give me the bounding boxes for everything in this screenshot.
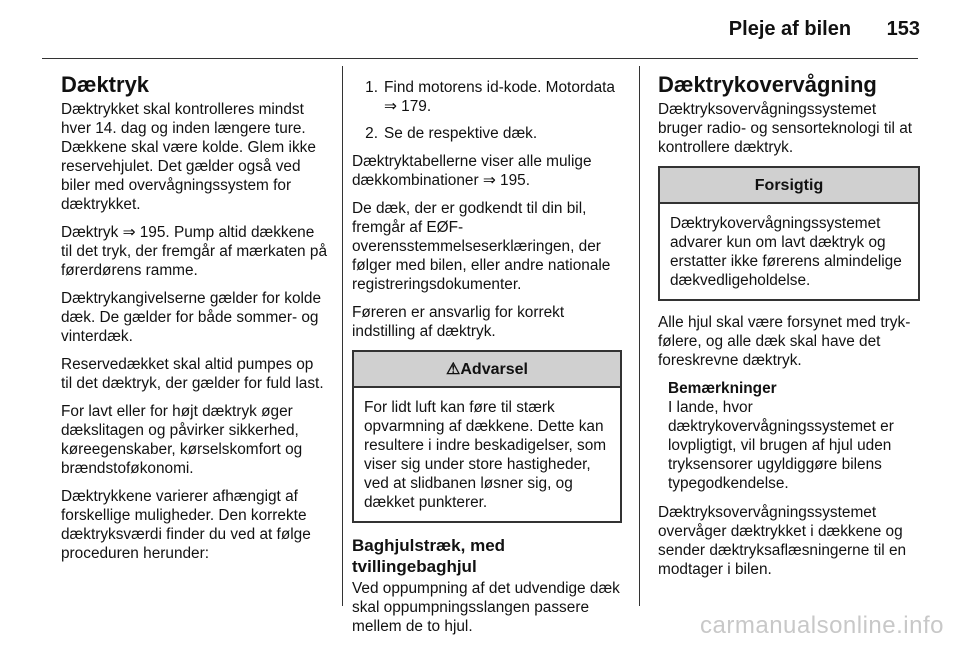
paragraph: Dæktryksovervågningssystemet bruger radio- og sensorteknologi til at kontrollere dæktryk.: [658, 101, 913, 156]
page-number: 153: [886, 18, 920, 40]
procedure-list: [352, 78, 622, 143]
warning-title: ⚠Advarsel: [354, 352, 620, 388]
paragraph: Føreren er ansvarlig for korrekt indstilling af dæktryk.: [352, 304, 565, 340]
watermark: carmanualsonline.info: [700, 612, 944, 639]
note-title: Bemærkninger: [668, 380, 777, 397]
paragraph: Dæktryk ⇒ 195. Pump altid dækkene til det tryk, der fremgår af mærkaten på førerdørens ramme.: [61, 224, 328, 279]
paragraph: Dæktrykkene varierer afhængigt af forskellige muligheder. Den korrekte dæktryksværdi finder du ved at følge proceduren herunder:: [61, 488, 311, 562]
section-title: Pleje af bilen: [728, 18, 852, 40]
page-header: [729, 18, 920, 41]
paragraph: Dæktrykket skal kontrolleres mindst hver 14. dag og inden længere ture. Dækkene skal være kolde. Glem ikke reservehjulet. Det gælder også ved biler med overvågningssystem for dæktrykket.: [61, 101, 316, 213]
paragraph: For lavt eller for højt dæktryk øger dækslitagen og påvirker sikkerhed, køreegenskaber, kørselskomfort og brændstoføkonomi.: [61, 403, 303, 477]
header-rule: [42, 58, 918, 59]
paragraph: Dæktryksovervågningssystemet overvåger dæktrykket i dækkene og sender dæktryksaflæsningerne til en modtager i bilen.: [658, 504, 907, 578]
subheading-twin-rear-wheels: Baghjulstræk, med tvillingebaghjul: [352, 536, 506, 576]
list-text: Find motorens id-kode. Motordata ⇒ 179.: [384, 79, 615, 115]
warning-body: For lidt luft kan føre til stærk opvarmning af dækkene. Dette kan resultere i indre beskadigelser, som viser sig under store hastigheder, ved at slidbanen løsner sig, og dækket punkterer.: [364, 399, 607, 511]
caution-title: Forsigtig: [660, 168, 918, 204]
column-2: [352, 78, 622, 645]
heading-tire-pressure-monitoring: Dæktrykovervågning: [658, 72, 877, 97]
list-text: Se de respektive dæk.: [384, 125, 538, 142]
list-number: 1.: [365, 79, 378, 96]
list-item: [352, 124, 622, 143]
heading-daektryk: Dæktryk: [61, 72, 150, 97]
caution-box: [658, 166, 920, 301]
paragraph: Dæktrykangivelserne gælder for kolde dæk. De gælder for både sommer- og vinterdæk.: [61, 290, 322, 345]
list-number: 2.: [365, 125, 378, 142]
column-divider-1: [342, 66, 343, 606]
paragraph: Ved oppumpning af det udvendige dæk skal oppumpningsslangen passere mellem de to hjul.: [352, 580, 620, 635]
paragraph: Alle hjul skal være forsynet med tryk-følere, og alle dæk skal have det foreskrevne dæktryk.: [658, 314, 911, 369]
column-divider-2: [639, 66, 640, 606]
column-1: [61, 72, 327, 572]
column-3: [658, 72, 920, 588]
warning-box: [352, 350, 622, 523]
paragraph: De dæk, der er godkendt til din bil, fremgår af EØF-overensstemmelseserklæringen, der følger med bilen, eller andre nationale registreringsdokumenter.: [352, 200, 611, 293]
note-block: [658, 379, 920, 493]
list-item: [352, 78, 622, 116]
caution-body: Dæktrykovervågningssystemet advarer kun om lavt dæktryk og erstatter ikke førerens almindelige dækvedligeholdelse.: [670, 215, 902, 289]
paragraph: Dæktryktabellerne viser alle mulige dækkombinationer ⇒ 195.: [352, 153, 592, 189]
note-body: I lande, hvor dæktrykovervågningssystemet er lovpligtigt, vil brugen af hjul uden tryksensorer ugyldiggøre bilens typegodkendelse.: [668, 399, 894, 492]
paragraph: Reservedækket skal altid pumpes op til det dæktryk, der gælder for fuld last.: [61, 356, 324, 392]
